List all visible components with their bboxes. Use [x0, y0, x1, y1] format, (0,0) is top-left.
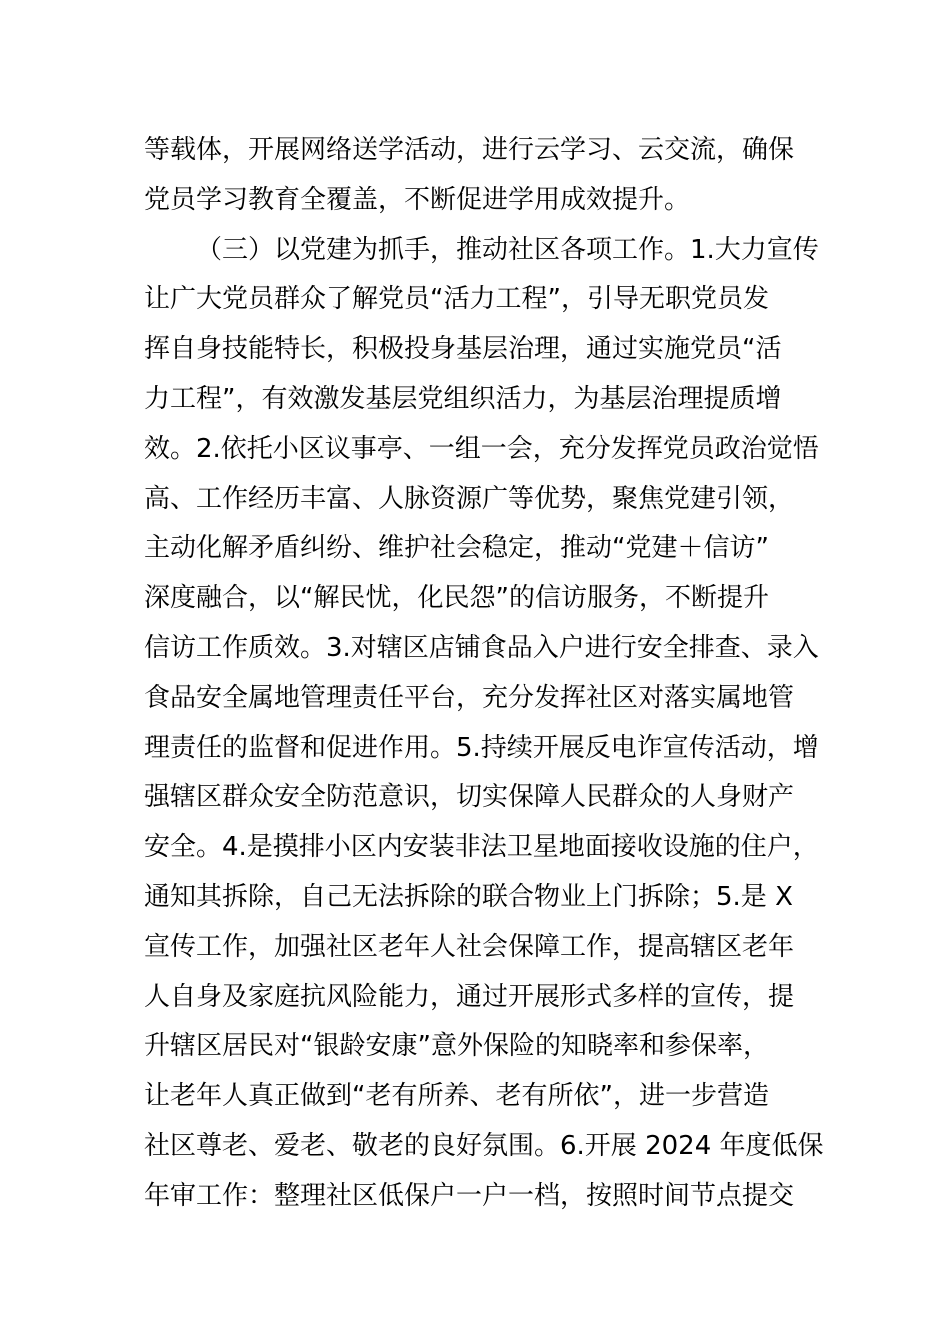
text-line: 社区尊老、爱老、敬老的良好氛围。6.开展 2024 年度低保: [144, 1130, 824, 1161]
text-line: 年审工作：整理社区低保户一户一档，按照时间节点提交: [144, 1180, 795, 1211]
text-line: 强辖区群众安全防范意识，切实保障人民群众的人身财产: [144, 782, 795, 813]
text-line: 人自身及家庭抗风险能力，通过开展形式多样的宣传，提: [144, 981, 795, 1012]
text-line: 理责任的监督和促进作用。5.持续开展反电诈宣传活动，增: [144, 732, 819, 763]
paragraph-start-line: （三）以党建为抓手，推动社区各项工作。1.大力宣传: [196, 234, 819, 265]
text-line: 党员学习教育全覆盖，不断促进学用成效提升。: [144, 184, 691, 215]
text-line: 主动化解矛盾纠纷、维护社会稳定，推动“党建＋信访”: [144, 533, 769, 564]
text-line: 宣传工作，加强社区老年人社会保障工作，提高辖区老年: [144, 931, 795, 962]
text-line: 食品安全属地管理责任平台，充分发挥社区对落实属地管: [144, 682, 795, 713]
text-line: 升辖区居民对“银龄安康”意外保险的知晓率和参保率，: [144, 1031, 769, 1062]
text-line: 通知其拆除，自己无法拆除的联合物业上门拆除；5.是 X: [144, 881, 793, 912]
text-line: 挥自身技能特长，积极投身基层治理，通过实施党员“活: [144, 334, 782, 365]
body-text: [144, 126, 824, 1222]
text-line: 让老年人真正做到“老有所养、老有所依”，进一步营造: [144, 1081, 769, 1112]
text-line: 让广大党员群众了解党员“活力工程”，引导无职党员发: [144, 284, 769, 315]
text-line: 效。2.依托小区议事亭、一组一会，充分发挥党员政治觉悟: [144, 433, 819, 464]
text-line: 高、工作经历丰富、人脉资源广等优势，聚焦党建引领，: [144, 483, 795, 514]
text-line: 信访工作质效。3.对辖区店铺食品入户进行安全排查、录入: [144, 632, 819, 663]
text-line: 深度融合，以“解民忧，化民怨”的信访服务，不断提升: [144, 583, 769, 614]
text-line: 等载体，开展网络送学活动，进行云学习、云交流，确保: [144, 135, 795, 165]
text-line: 安全。4.是摸排小区内安装非法卫星地面接收设施的住户，: [144, 832, 819, 863]
text-line: 力工程”，有效激发基层党组织活力，为基层治理提质增: [144, 383, 782, 414]
